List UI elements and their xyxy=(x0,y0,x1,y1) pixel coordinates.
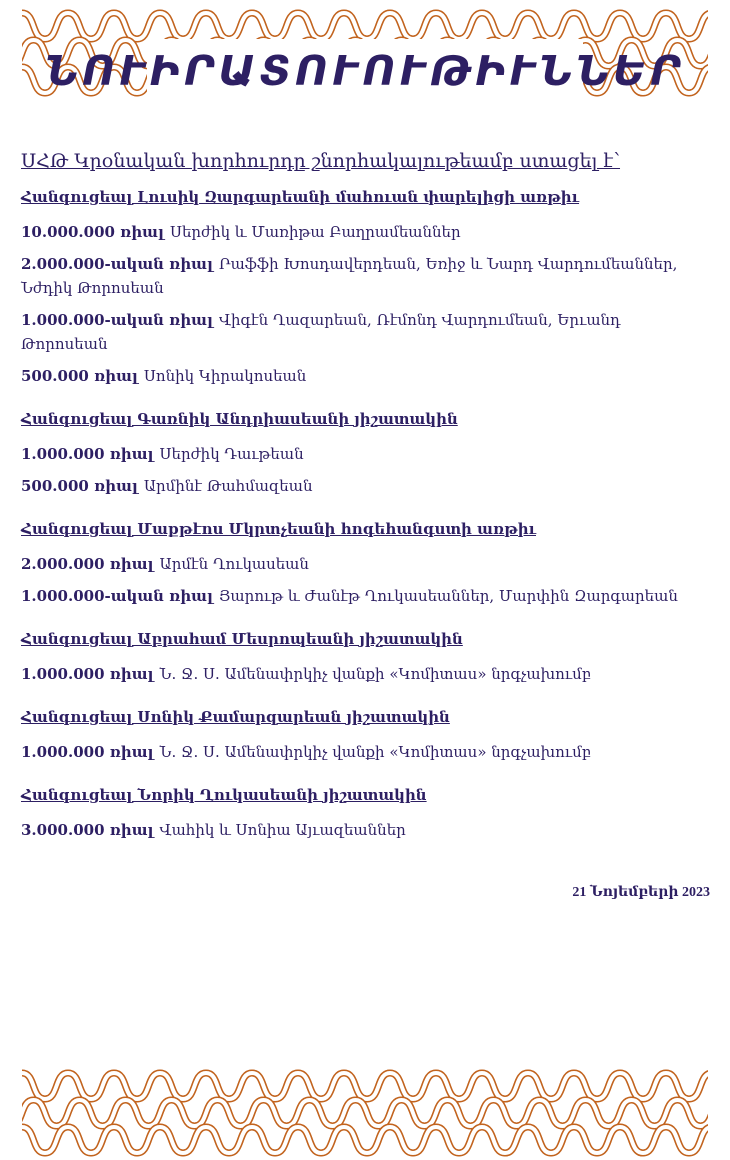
section-title: Հանգուցեալ Սոնիկ Քամարզարեան յիշատակին xyxy=(21,708,450,726)
donor-names: Վիգէն Ղազարեան, Ռէմոնդ Վարդումեան, Երւանդ Թորոսեան xyxy=(21,311,621,353)
donation-line xyxy=(21,252,711,300)
page-title: ՆՈՒԻՐԱՏՈՒՈՒԹԻՒՆՆԵՐ xyxy=(45,47,685,95)
donation-section xyxy=(21,188,711,388)
donation-line xyxy=(21,662,711,686)
section-title: Հանգուցեալ Աբրահամ Մեսրոպեանի յիշատակին xyxy=(21,630,463,648)
donation-section xyxy=(21,410,711,498)
donation-line xyxy=(21,740,711,764)
donor-names: Սերժիկ Դաւթեան xyxy=(159,445,304,463)
donation-amount: 3.000.000 ռիալ xyxy=(21,821,154,839)
section-title: Հանգուցեալ Գառնիկ Անդրիասեանի յիշատակին xyxy=(21,410,458,428)
publication-date: 21 Նոյեմբերի 2023 xyxy=(572,885,710,900)
donation-section xyxy=(21,630,711,686)
donor-names: Սոնիկ Կիրակոսեան xyxy=(143,367,307,385)
donor-names: Ն. Ջ. Ս. Ամենափրկիչ վանքի «Կոմիտաս» նրգչախումբ xyxy=(159,665,592,683)
donation-amount: 1.000.000 ռիալ xyxy=(21,445,154,463)
title-plate xyxy=(45,39,685,103)
donation-line xyxy=(21,442,711,466)
donation-amount: 2.000.000 ռիալ xyxy=(21,555,154,573)
donor-names: Րաֆֆի Խոսդավերդեան, Եռիջ և Նարդ Վարդումեաններ, Նժդիկ Թորոսեան xyxy=(21,255,678,297)
donor-names: Ն. Ջ. Ս. Ամենափրկիչ վանքի «Կոմիտաս» նրգչախումբ xyxy=(159,743,592,761)
section-title: Հանգուցեալ Նորիկ Ղուկասեանի յիշատակին xyxy=(21,786,427,804)
donation-amount: 1.000.000-ական ռիալ xyxy=(21,587,213,605)
donation-line xyxy=(21,364,711,388)
donation-line xyxy=(21,584,711,608)
donation-amount: 500.000 ռիալ xyxy=(21,367,138,385)
donation-line xyxy=(21,552,711,576)
donation-amount: 500.000 ռիալ xyxy=(21,477,138,495)
donation-amount: 1.000.000 ռիալ xyxy=(21,743,154,761)
donation-amount: 10.000.000 ռիալ xyxy=(21,223,164,241)
donation-line xyxy=(21,308,711,356)
headline: ՍՀԹ Կրօնական խորհուրդը շնորհակալութեամբ ստացել է՝ xyxy=(21,150,621,172)
bottom-ornament-border xyxy=(22,1066,708,1160)
donor-names: Յարութ և Ժանէթ Ղուկասեաններ, Մարփին Զարգարեան xyxy=(218,587,678,605)
donation-line xyxy=(21,474,711,498)
donation-section xyxy=(21,708,711,764)
donation-line xyxy=(21,220,711,244)
donation-sections xyxy=(21,188,711,842)
donor-names: Արմէն Ղուկասեան xyxy=(159,555,309,573)
donation-section xyxy=(21,520,711,608)
section-title: Հանգուցեալ Մաքթէոս Մկրտչեանի հոգեհանգստի առթիւ xyxy=(21,520,537,538)
donor-names: Արմինէ Թահմազեան xyxy=(143,477,313,495)
knotwork-pattern-icon xyxy=(22,1066,708,1160)
donation-line xyxy=(21,818,711,842)
donor-names: Սերժիկ և Մառիթա Բաղրամեաններ xyxy=(169,223,461,241)
donation-amount: 2.000.000-ական ռիալ xyxy=(21,255,213,273)
donation-section xyxy=(21,786,711,842)
content-area xyxy=(21,150,711,864)
donor-names: Վահիկ և Սոնիա Այւազեաններ xyxy=(159,821,406,839)
section-title: Հանգուցեալ Լուսիկ Զարգարեանի մահուան փարելիցի առթիւ xyxy=(21,188,580,206)
donation-amount: 1.000.000-ական ռիալ xyxy=(21,311,213,329)
donation-amount: 1.000.000 ռիալ xyxy=(21,665,154,683)
